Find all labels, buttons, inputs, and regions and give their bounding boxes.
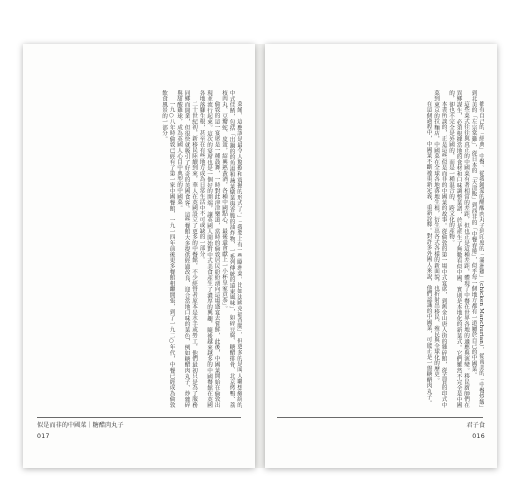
right-paragraph-1: 都有自己的「經典」中餐。從我鍾愛的醋酸肉丸子到印度的「滿洲雞」（chicken Manchurian），從南美的「中餐炒飯」到北美的「左宗棠雞」，從日本的「天津飯」到西非的「中餐春捲」，似乎每一個地方都有一道屬於自己的中國菜。 xyxy=(470,90,484,408)
left-paragraph-1: 菜餚，這應該是最令人驚歎和震撼的形式了。」「我要上有一些歐洲菜，比如法國克福香腸」，但更多的是叫人聯想繽紛的中式佳餚，包括「出鍋的的魚湯和蔬菜燉菜與香脆的油炸物，一系列傳統的遠東風味」，如碎豆腐、糖醋排骨、北京烤鴨、荔枝肉丸、豆瓣蛇、皮蛋，紹興熟黃酒，各種中國點心，最後還會獻上一小杯皇家貢茶」。 xyxy=(221,90,242,408)
right-running-header: 君子食 xyxy=(466,422,485,429)
left-page xyxy=(23,44,255,468)
left-footer-rule xyxy=(37,417,241,418)
left-paragraph-3: 二十世紀初，新移民陸續到來，華人在英國設立了更多的中餐館，不少經營者原本是水手或勞工，他們最初只是為了服務同鄉而開業，但很快就吸引了好奇的英國食客。這些餐館大多提供經過改良、迎合當地口味的菜色，例如糖醋肉丸子、炒雜碎與甜酸雞球，成為英國人心目中典型的中國菜。 xyxy=(176,90,197,408)
right-footer-rule xyxy=(277,417,483,418)
left-page-body xyxy=(37,90,242,408)
right-paragraph-4: 在這個過程中，中國菜不斷被重新定義、重新詮釋。對許多外國人來說，他們認識的中國菜，可能正是一盤糖醋肉丸子。 xyxy=(425,101,432,406)
book-gutter xyxy=(255,44,265,468)
left-paragraph-2: 倫敦的這一宴席是一種鼓舞，一時對此津津樂道，當時的倫敦居民紛紛湧向這場盛宴去嘗鮮，此後，中國菜開始在倫敦出現並流行起來。這次的宴席也是一個好的開端，讓英國人開始對中式美食產生了濃厚的興趣，隨後越來越多的中國餐館在英國各地落腳生根，甚至在有些地方成為日常生活中不可或缺的一部分。 xyxy=(198,90,220,408)
right-page-number: 016 xyxy=(472,433,485,440)
left-page-number: 017 xyxy=(37,433,50,440)
right-paragraph-2: 這些菜式往往與真正的中國菜有著相當的差距，但也正是這種差距，體現了中餐在世界各地的適應與演變。移民廚師們在異鄉謀生，必須根據當地的食材和口味調整菜譜，於是產生了無數看似中國、實則是本地化的新菜式。它們雖然不完全是中國的，卻也不完全是外國的，而是一種混合的、跨文化的產物。 xyxy=(448,90,469,408)
left-running-header: 似是而非的中國菜｜糖醋肉丸子 xyxy=(37,422,124,429)
right-page-body xyxy=(277,90,484,408)
right-paragraph-3: 本書所談的，正是這些似是而非的中國菜的故事。從倫敦的第一場中式宴席，到舊金山唐人街的雜碎館，從孟買的印式中菜到東京的拉麵店，中國菜在全球各地落地生根，衍生出各式各樣的新面貌，也折射出移民、殖民與全球化的歷史。 xyxy=(433,90,447,408)
right-page xyxy=(265,44,497,468)
left-paragraph-4: 一九○八年時倫敦已經有了第一家中國餐館，一九一四年前後更多餐館相繼開張，到了一九二○年代，中餐已經成為倫敦飲食風景的一部分。 xyxy=(161,90,175,408)
